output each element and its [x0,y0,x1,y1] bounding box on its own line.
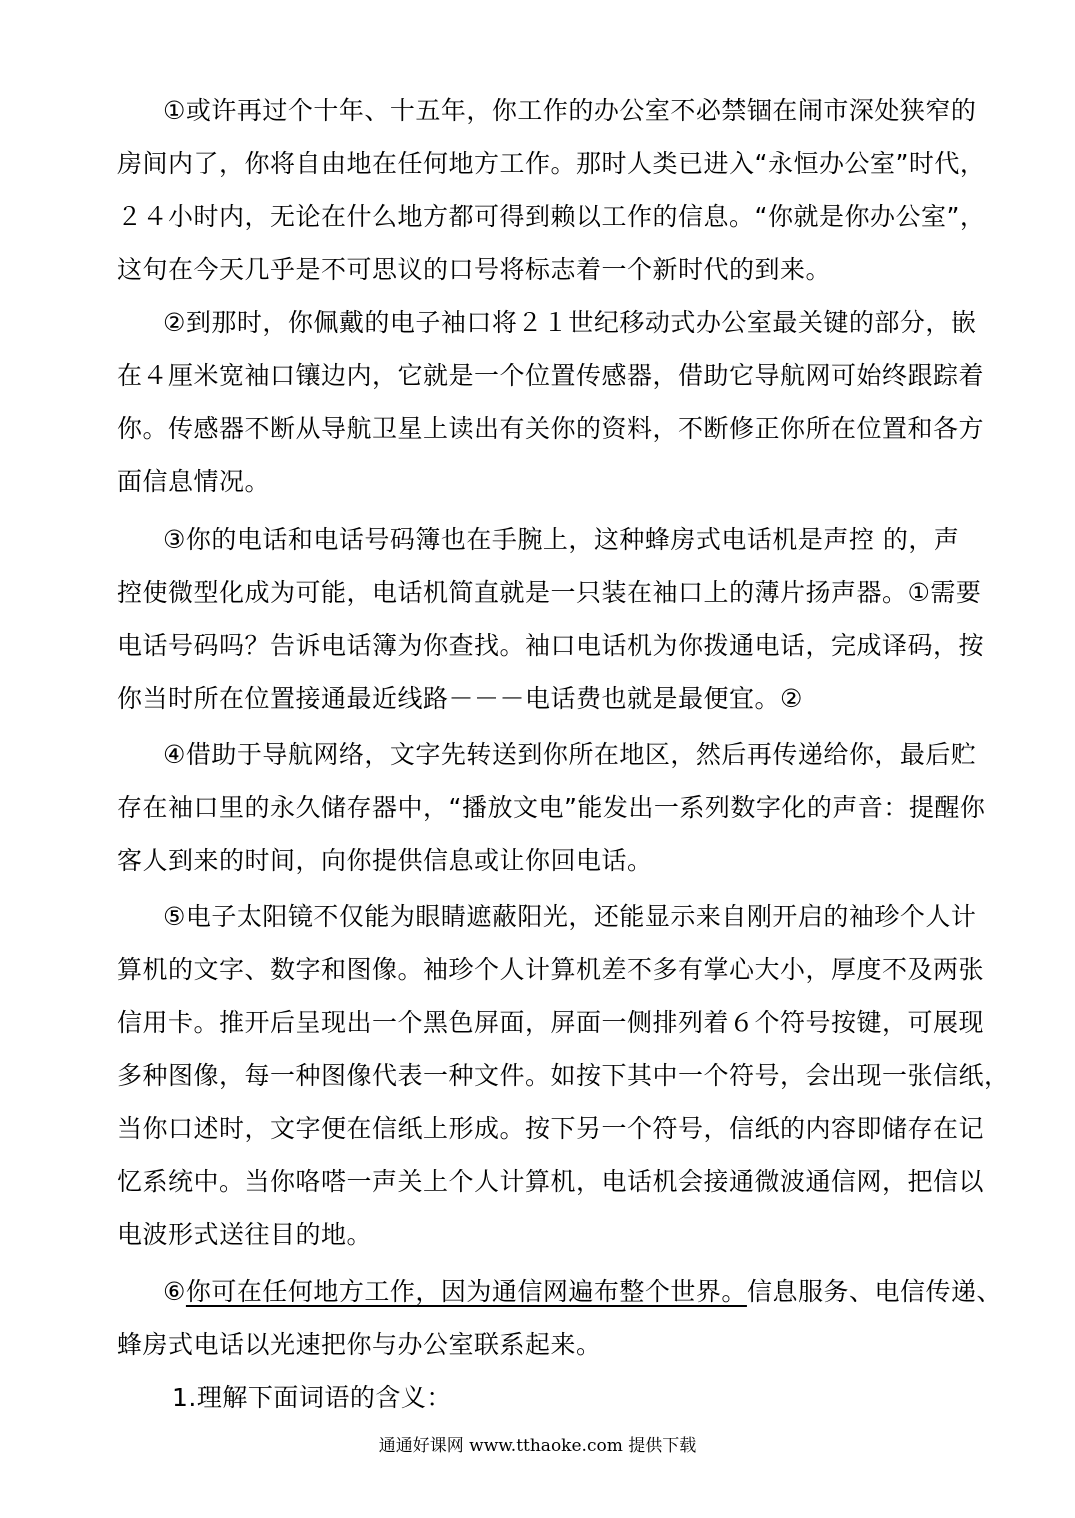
para5-line3: 信用卡。推开后呈现出一个黑色屏面，屏面一侧排列着６个符号按键，可展现 [117,1008,985,1037]
para3-line1: ③你的电话和电话号码簿也在手腕上，这种蜂房式电话机是声控 的，声 [163,525,960,554]
para2-line4: 面信息情况。 [117,467,271,496]
para6-line2: 蜂房式电话以光速把你与办公室联系起来。 [117,1330,602,1359]
question-1: 1.理解下面词语的含义： [172,1383,452,1412]
para4-line3: 客人到来的时间，向你提供信息或让你回电话。 [117,846,653,875]
para6-line1 [163,1272,1002,1312]
para3-line3: 电话号码吗？告诉电话簿为你查找。袖口电话机为你拨通电话，完成译码，按 [117,631,985,660]
para5-line4: 多种图像，每一种图像代表一种文件。如按下其中一个符号，会出现一张信纸， [117,1061,1010,1090]
para5-line6: 忆系统中。当你咯嗒一声关上个人计算机，电话机会接通微波通信网，把信以 [117,1167,985,1196]
para4-line1: ④借助于导航网络，文字先转送到你所在地区，然后再传递给你，最后贮 [163,740,977,769]
page-footer: 通通好课网 www.tthaoke.com 提供下载 [378,1436,697,1456]
para1-line4: 这句在今天几乎是不可思议的口号将标志着一个新时代的到来。 [117,255,832,284]
para3-line2: 控使微型化成为可能，电话机简直就是一只装在袖口上的薄片扬声器。①需要 [117,578,982,607]
para1-line1: ①或许再过个十年、十五年，你工作的办公室不必禁锢在闹市深处狭窄的 [163,96,977,125]
para6-rest: 信息服务、电信传递、 [746,1277,1002,1306]
para6-number: ⑥ [163,1277,186,1306]
para5-line1: ⑤电子太阳镜不仅能为眼睛遮蔽阳光，还能显示来自刚开启的袖珍个人计 [163,902,977,931]
para2-line2: 在４厘米宽袖口镶边内，它就是一个位置传感器，借助它导航网可始终跟踪着 [117,361,985,390]
para2-line1: ②到那时，你佩戴的电子袖口将２１世纪移动式办公室最关键的部分，嵌 [163,308,977,337]
para1-line3: ２４小时内，无论在什么地方都可得到赖以工作的信息。“你就是你办公室”， [117,202,986,231]
para6-underlined-sentence: 你可在任何地方工作，因为通信网遍布整个世界。 [185,1277,747,1306]
para1-line2: 房间内了，你将自由地在任何地方工作。那时人类已进入“永恒办公室”时代， [117,149,986,178]
para4-line2: 存在袖口里的永久储存器中，“播放文电”能发出一系列数字化的声音：提醒你 [117,793,986,822]
para5-line5: 当你口述时，文字便在信纸上形成。按下另一个符号，信纸的内容即储存在记 [117,1114,985,1143]
para2-line3: 你。传感器不断从导航卫星上读出有关你的资料，不断修正你所在位置和各方 [117,414,985,443]
para5-line7: 电波形式送往目的地。 [117,1220,373,1249]
para3-line4: 你当时所在位置接通最近线路－－－电话费也就是最便宜。② [117,684,803,713]
para5-line2: 算机的文字、数字和图像。袖珍个人计算机差不多有掌心大小，厚度不及两张 [117,955,985,984]
